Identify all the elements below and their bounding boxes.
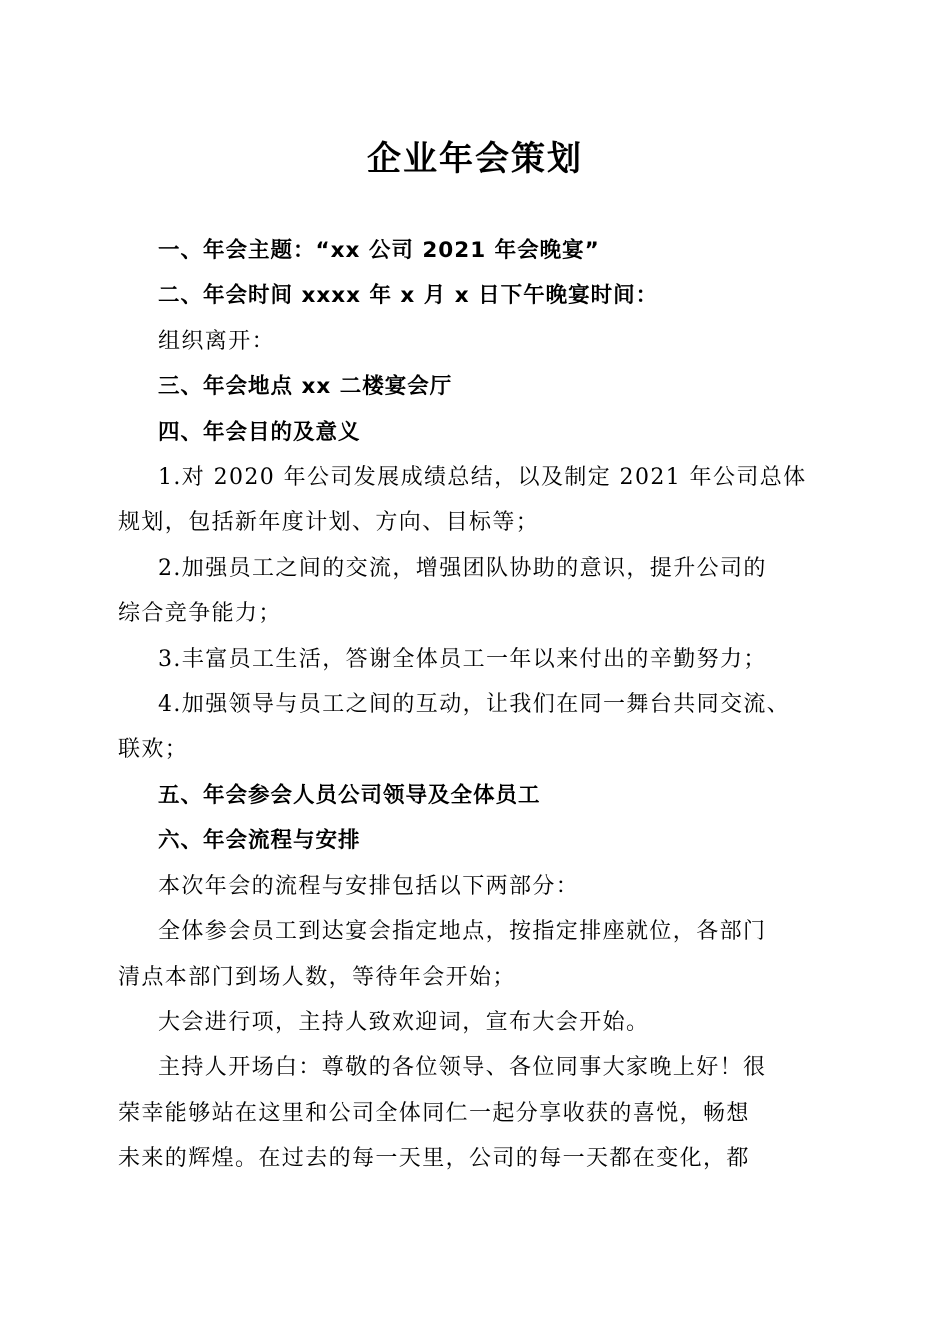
heading-time: 二、年会时间 xxxx 年 x 月 x 日下午晚宴时间： <box>158 283 659 309</box>
flow-intro: 本次年会的流程与安排包括以下两部分： <box>158 873 580 899</box>
flow-paragraph-1-line-2: 清点本部门到场人数，等待年会开始； <box>118 964 516 990</box>
flow-paragraph-3-line-3: 未来的辉煌。在过去的每一天里，公司的每一天都在变化，都 <box>118 1146 750 1172</box>
heading-theme: 一、年会主题：“xx 公司 2021 年会晚宴” <box>158 238 600 263</box>
paragraph-organize-leave: 组织离开： <box>158 328 276 354</box>
flow-paragraph-3 <box>118 1045 832 1181</box>
flow-paragraph-2: 大会进行项，主持人致欢迎词，宣布大会开始。 <box>158 1009 650 1035</box>
purpose-item-2-line-1: 2.加强员工之间的交流，增强团队协助的意识，提升公司的 <box>158 555 767 581</box>
purpose-item-1-line-1: 1.对 2020 年公司发展成绩总结，以及制定 2021 年公司总体 <box>158 465 807 491</box>
heading-flow: 六、年会流程与安排 <box>158 828 361 854</box>
document-title: 企业年会策划 <box>367 139 583 179</box>
document-body <box>118 228 832 1182</box>
heading-venue: 三、年会地点 xx 二楼宴会厅 <box>158 374 453 400</box>
heading-purpose: 四、年会目的及意义 <box>158 419 361 445</box>
flow-paragraph-1-line-1: 全体参会员工到达宴会指定地点，按指定排座就位，各部门 <box>158 919 767 945</box>
flow-paragraph-3-line-2: 荣幸能够站在这里和公司全体同仁一起分享收获的喜悦，畅想 <box>118 1100 750 1126</box>
purpose-item-4-line-1: 4.加强领导与员工之间的互动，让我们在同一舞台共同交流、 <box>158 692 791 718</box>
purpose-item-2-line-2: 综合竞争能力； <box>118 601 282 627</box>
purpose-item-1-line-2: 规划，包括新年度计划、方向、目标等； <box>118 510 540 536</box>
heading-attendees: 五、年会参会人员公司领导及全体员工 <box>158 782 541 808</box>
flow-paragraph-1 <box>118 909 832 1000</box>
flow-paragraph-3-line-1: 主持人开场白：尊敬的各位领导、各位同事大家晚上好！很 <box>158 1055 767 1081</box>
purpose-item-1 <box>118 455 832 546</box>
purpose-item-2 <box>118 546 832 637</box>
purpose-item-3: 3.丰富员工生活，答谢全体员工一年以来付出的辛勤努力； <box>158 646 767 672</box>
purpose-item-4-line-2: 联欢； <box>118 737 189 763</box>
purpose-item-4 <box>118 682 832 773</box>
